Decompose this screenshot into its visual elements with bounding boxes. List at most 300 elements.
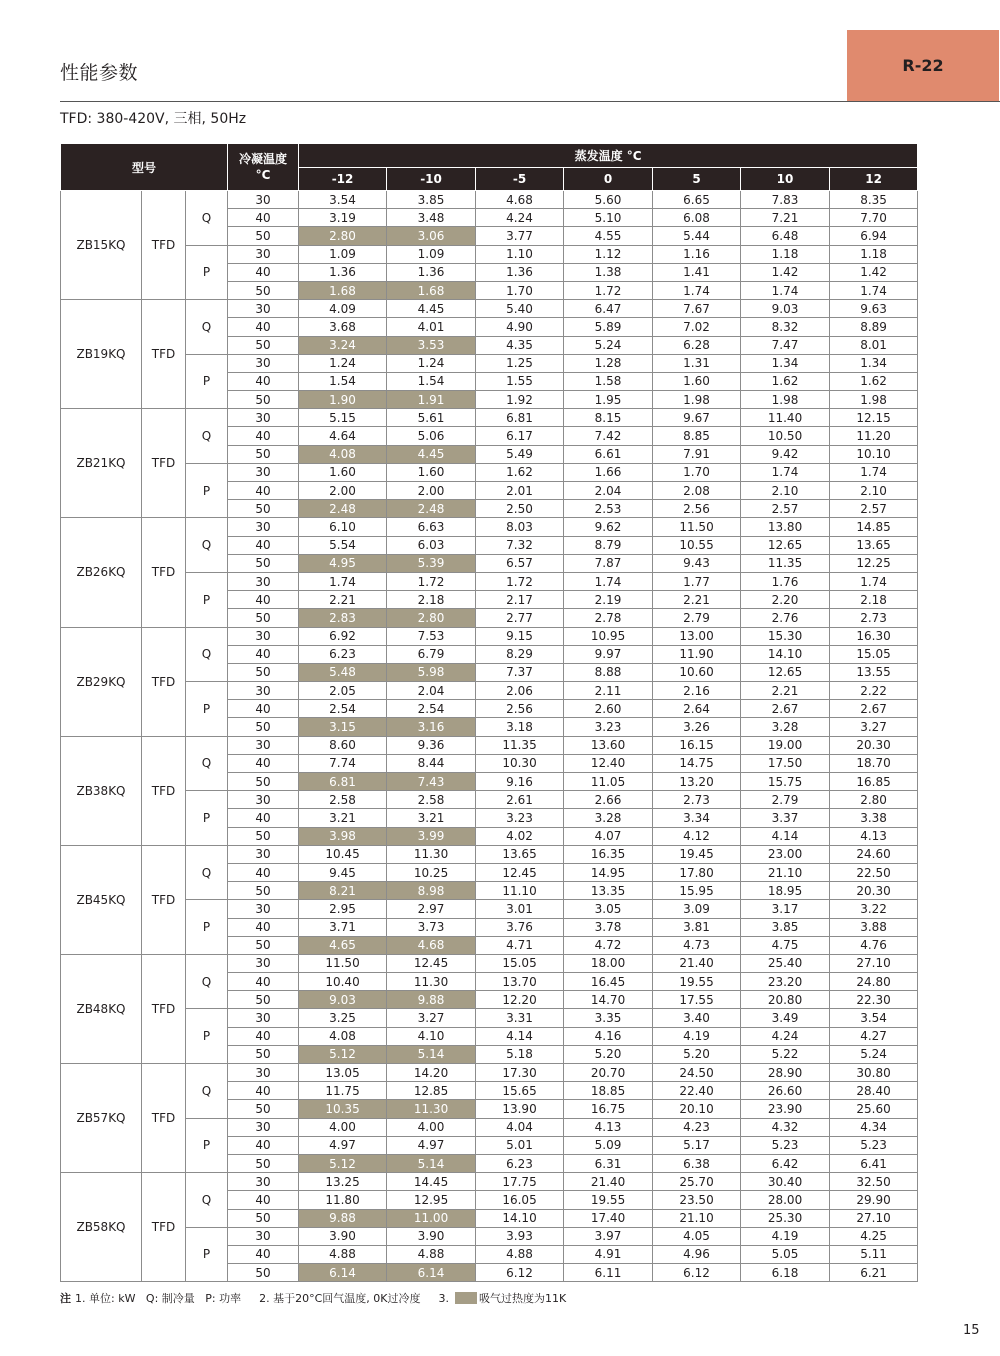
value-cell: 6.63 <box>387 518 476 536</box>
condensing-temp-cell: 30 <box>228 191 299 209</box>
value-cell: 11.75 <box>299 1082 387 1100</box>
value-cell: 1.58 <box>564 372 653 390</box>
value-cell: 7.42 <box>564 427 653 445</box>
value-cell: 8.89 <box>830 318 918 336</box>
value-cell: 2.67 <box>830 700 918 718</box>
value-cell: 13.20 <box>653 773 741 791</box>
value-cell: 2.73 <box>830 609 918 627</box>
value-cell: 16.35 <box>564 845 653 863</box>
value-cell: 11.30 <box>387 845 476 863</box>
value-cell: 5.12 <box>299 1045 387 1063</box>
value-cell: 6.31 <box>564 1154 653 1172</box>
value-cell: 3.54 <box>299 191 387 209</box>
value-cell: 13.00 <box>653 627 741 645</box>
value-cell: 12.95 <box>387 1191 476 1209</box>
model-cell: ZB15KQ <box>61 191 142 300</box>
model-header: 型号 <box>61 144 228 191</box>
condensing-temp-cell: 40 <box>228 209 299 227</box>
value-cell: 8.35 <box>830 191 918 209</box>
value-cell: 2.77 <box>476 609 564 627</box>
value-cell: 1.74 <box>741 281 830 299</box>
note-3: 吸气过热度为11K <box>479 1292 567 1305</box>
value-cell: 1.70 <box>653 463 741 481</box>
value-cell: 5.14 <box>387 1154 476 1172</box>
value-cell: 27.10 <box>830 1209 918 1227</box>
condensing-temp-cell: 50 <box>228 1045 299 1063</box>
voltage-cell: TFD <box>142 300 186 409</box>
value-cell: 9.88 <box>299 1209 387 1227</box>
value-cell: 3.77 <box>476 227 564 245</box>
value-cell: 1.60 <box>299 463 387 481</box>
value-cell: 8.32 <box>741 318 830 336</box>
value-cell: 4.45 <box>387 300 476 318</box>
value-cell: 5.10 <box>564 209 653 227</box>
value-cell: 9.15 <box>476 627 564 645</box>
model-cell: ZB38KQ <box>61 736 142 845</box>
value-cell: 4.91 <box>564 1245 653 1263</box>
value-cell: 20.30 <box>830 736 918 754</box>
value-cell: 4.05 <box>653 1227 741 1245</box>
value-cell: 16.45 <box>564 973 653 991</box>
value-cell: 10.45 <box>299 845 387 863</box>
value-cell: 22.50 <box>830 863 918 881</box>
value-cell: 6.79 <box>387 645 476 663</box>
value-cell: 2.16 <box>653 682 741 700</box>
value-cell: 2.21 <box>741 682 830 700</box>
value-cell: 4.08 <box>299 1027 387 1045</box>
model-cell: ZB21KQ <box>61 409 142 518</box>
value-cell: 8.29 <box>476 645 564 663</box>
table-row <box>61 791 918 809</box>
value-cell: 1.12 <box>564 245 653 263</box>
value-cell: 4.24 <box>741 1027 830 1045</box>
value-cell: 4.76 <box>830 936 918 954</box>
value-cell: 3.16 <box>387 718 476 736</box>
value-cell: 1.62 <box>741 372 830 390</box>
value-cell: 1.72 <box>476 572 564 590</box>
value-cell: 4.09 <box>299 300 387 318</box>
value-cell: 3.54 <box>830 1009 918 1027</box>
value-cell: 11.00 <box>387 1209 476 1227</box>
note-3-number: 3. <box>438 1291 449 1305</box>
value-cell: 5.89 <box>564 318 653 336</box>
value-cell: 10.95 <box>564 627 653 645</box>
value-cell: 1.36 <box>387 263 476 281</box>
value-cell: 9.36 <box>387 736 476 754</box>
value-cell: 14.10 <box>741 645 830 663</box>
value-cell: 2.56 <box>476 700 564 718</box>
value-cell: 6.28 <box>653 336 741 354</box>
value-cell: 12.15 <box>830 409 918 427</box>
condensing-temp-cell: 30 <box>228 791 299 809</box>
value-cell: 1.68 <box>299 281 387 299</box>
value-cell: 4.72 <box>564 936 653 954</box>
value-cell: 11.90 <box>653 645 741 663</box>
value-cell: 8.98 <box>387 882 476 900</box>
value-cell: 10.60 <box>653 663 741 681</box>
condensing-temp-unit: °C <box>255 168 271 182</box>
value-cell: 1.74 <box>299 572 387 590</box>
value-cell: 5.06 <box>387 427 476 445</box>
value-cell: 5.18 <box>476 1045 564 1063</box>
table-row <box>61 900 918 918</box>
value-cell: 4.88 <box>299 1245 387 1263</box>
table-row <box>61 463 918 481</box>
model-cell: ZB57KQ <box>61 1064 142 1173</box>
condensing-temp-cell: 50 <box>228 500 299 518</box>
value-cell: 24.80 <box>830 973 918 991</box>
value-cell: 3.90 <box>299 1227 387 1245</box>
value-cell: 3.38 <box>830 809 918 827</box>
value-cell: 3.97 <box>564 1227 653 1245</box>
value-cell: 13.25 <box>299 1173 387 1191</box>
value-cell: 7.67 <box>653 300 741 318</box>
value-cell: 2.73 <box>653 791 741 809</box>
value-cell: 10.35 <box>299 1100 387 1118</box>
value-cell: 2.08 <box>653 482 741 500</box>
evap-temp-header: -10 <box>387 168 476 191</box>
value-cell: 6.11 <box>564 1264 653 1282</box>
value-cell: 3.81 <box>653 918 741 936</box>
value-cell: 4.01 <box>387 318 476 336</box>
value-cell: 1.18 <box>830 245 918 263</box>
value-cell: 1.34 <box>830 354 918 372</box>
value-cell: 6.47 <box>564 300 653 318</box>
value-cell: 3.25 <box>299 1009 387 1027</box>
value-cell: 3.18 <box>476 718 564 736</box>
value-cell: 18.70 <box>830 754 918 772</box>
value-cell: 3.68 <box>299 318 387 336</box>
condensing-temp-cell: 30 <box>228 682 299 700</box>
value-cell: 4.24 <box>476 209 564 227</box>
value-cell: 4.71 <box>476 936 564 954</box>
value-cell: 1.10 <box>476 245 564 263</box>
value-cell: 25.60 <box>830 1100 918 1118</box>
table-row <box>61 245 918 263</box>
model-cell: ZB48KQ <box>61 954 142 1063</box>
value-cell: 3.98 <box>299 827 387 845</box>
value-cell: 8.15 <box>564 409 653 427</box>
value-cell: 5.20 <box>653 1045 741 1063</box>
value-cell: 2.58 <box>299 791 387 809</box>
value-cell: 15.30 <box>741 627 830 645</box>
value-cell: 6.94 <box>830 227 918 245</box>
value-cell: 9.03 <box>299 991 387 1009</box>
value-cell: 13.55 <box>830 663 918 681</box>
value-cell: 25.70 <box>653 1173 741 1191</box>
value-cell: 2.10 <box>830 482 918 500</box>
value-cell: 12.20 <box>476 991 564 1009</box>
condensing-temp-cell: 40 <box>228 1245 299 1263</box>
metric-type-cell: P <box>186 245 228 300</box>
value-cell: 2.53 <box>564 500 653 518</box>
value-cell: 15.75 <box>741 773 830 791</box>
value-cell: 10.30 <box>476 754 564 772</box>
value-cell: 4.68 <box>476 191 564 209</box>
value-cell: 17.30 <box>476 1064 564 1082</box>
value-cell: 6.57 <box>476 554 564 572</box>
value-cell: 14.20 <box>387 1064 476 1082</box>
value-cell: 28.90 <box>741 1064 830 1082</box>
title-divider <box>60 101 1000 102</box>
value-cell: 11.05 <box>564 773 653 791</box>
value-cell: 3.17 <box>741 900 830 918</box>
value-cell: 11.80 <box>299 1191 387 1209</box>
value-cell: 6.14 <box>299 1264 387 1282</box>
value-cell: 2.80 <box>387 609 476 627</box>
value-cell: 4.34 <box>830 1118 918 1136</box>
condensing-temp-cell: 30 <box>228 572 299 590</box>
value-cell: 1.38 <box>564 263 653 281</box>
metric-type-cell: P <box>186 354 228 409</box>
value-cell: 28.00 <box>741 1191 830 1209</box>
table-row <box>61 627 918 645</box>
value-cell: 14.45 <box>387 1173 476 1191</box>
condensing-temp-cell: 30 <box>228 354 299 372</box>
value-cell: 16.15 <box>653 736 741 754</box>
value-cell: 6.65 <box>653 191 741 209</box>
performance-table <box>60 143 918 1282</box>
value-cell: 10.55 <box>653 536 741 554</box>
value-cell: 4.64 <box>299 427 387 445</box>
condensing-temp-cell: 30 <box>228 1064 299 1082</box>
value-cell: 7.91 <box>653 445 741 463</box>
value-cell: 13.60 <box>564 736 653 754</box>
value-cell: 12.85 <box>387 1082 476 1100</box>
value-cell: 3.23 <box>476 809 564 827</box>
value-cell: 2.57 <box>830 500 918 518</box>
table-row <box>61 1118 918 1136</box>
value-cell: 4.88 <box>476 1245 564 1263</box>
value-cell: 6.81 <box>476 409 564 427</box>
condensing-temp-cell: 50 <box>228 1100 299 1118</box>
value-cell: 2.04 <box>387 682 476 700</box>
value-cell: 1.36 <box>476 263 564 281</box>
value-cell: 2.56 <box>653 500 741 518</box>
value-cell: 21.10 <box>741 863 830 881</box>
value-cell: 4.73 <box>653 936 741 954</box>
value-cell: 5.17 <box>653 1136 741 1154</box>
metric-type-cell: P <box>186 1009 228 1064</box>
value-cell: 14.85 <box>830 518 918 536</box>
condensing-temp-cell: 30 <box>228 627 299 645</box>
model-cell: ZB26KQ <box>61 518 142 627</box>
condensing-temp-cell: 30 <box>228 845 299 863</box>
value-cell: 10.50 <box>741 427 830 445</box>
model-cell: ZB58KQ <box>61 1173 142 1282</box>
table-row <box>61 954 918 972</box>
condensing-temp-cell: 30 <box>228 1009 299 1027</box>
value-cell: 5.44 <box>653 227 741 245</box>
value-cell: 13.65 <box>476 845 564 863</box>
value-cell: 1.68 <box>387 281 476 299</box>
value-cell: 3.49 <box>741 1009 830 1027</box>
table-row <box>61 1173 918 1191</box>
value-cell: 20.30 <box>830 882 918 900</box>
metric-type-cell: Q <box>186 191 228 246</box>
value-cell: 1.76 <box>741 572 830 590</box>
value-cell: 1.72 <box>564 281 653 299</box>
value-cell: 11.35 <box>476 736 564 754</box>
value-cell: 3.76 <box>476 918 564 936</box>
value-cell: 1.16 <box>653 245 741 263</box>
value-cell: 1.24 <box>387 354 476 372</box>
value-cell: 2.50 <box>476 500 564 518</box>
value-cell: 5.98 <box>387 663 476 681</box>
value-cell: 8.60 <box>299 736 387 754</box>
condensing-temp-cell: 40 <box>228 700 299 718</box>
value-cell: 30.80 <box>830 1064 918 1082</box>
value-cell: 13.35 <box>564 882 653 900</box>
value-cell: 8.79 <box>564 536 653 554</box>
value-cell: 9.88 <box>387 991 476 1009</box>
condensing-temp-cell: 50 <box>228 391 299 409</box>
value-cell: 17.80 <box>653 863 741 881</box>
value-cell: 20.80 <box>741 991 830 1009</box>
value-cell: 5.14 <box>387 1045 476 1063</box>
value-cell: 2.97 <box>387 900 476 918</box>
value-cell: 20.10 <box>653 1100 741 1118</box>
value-cell: 3.88 <box>830 918 918 936</box>
value-cell: 5.54 <box>299 536 387 554</box>
condensing-temp-cell: 40 <box>228 1136 299 1154</box>
value-cell: 3.26 <box>653 718 741 736</box>
value-cell: 3.06 <box>387 227 476 245</box>
value-cell: 1.42 <box>741 263 830 281</box>
table-row <box>61 682 918 700</box>
value-cell: 1.74 <box>830 281 918 299</box>
value-cell: 11.30 <box>387 973 476 991</box>
value-cell: 4.65 <box>299 936 387 954</box>
value-cell: 4.04 <box>476 1118 564 1136</box>
metric-type-cell: Q <box>186 518 228 573</box>
value-cell: 4.14 <box>476 1027 564 1045</box>
value-cell: 9.62 <box>564 518 653 536</box>
value-cell: 3.05 <box>564 900 653 918</box>
value-cell: 25.40 <box>741 954 830 972</box>
value-cell: 2.00 <box>299 482 387 500</box>
model-cell: ZB19KQ <box>61 300 142 409</box>
value-cell: 9.97 <box>564 645 653 663</box>
value-cell: 18.95 <box>741 882 830 900</box>
value-cell: 11.40 <box>741 409 830 427</box>
model-cell: ZB29KQ <box>61 627 142 736</box>
value-cell: 2.05 <box>299 682 387 700</box>
value-cell: 2.54 <box>387 700 476 718</box>
table-header <box>61 144 918 191</box>
value-cell: 2.58 <box>387 791 476 809</box>
value-cell: 4.95 <box>299 554 387 572</box>
condensing-temp-label: 冷凝温度 <box>239 152 288 166</box>
value-cell: 19.45 <box>653 845 741 863</box>
condensing-temp-cell: 50 <box>228 827 299 845</box>
condensing-temp-cell: 40 <box>228 918 299 936</box>
condensing-temp-header <box>228 144 299 191</box>
value-cell: 20.70 <box>564 1064 653 1082</box>
value-cell: 6.21 <box>830 1264 918 1282</box>
value-cell: 9.16 <box>476 773 564 791</box>
condensing-temp-cell: 30 <box>228 245 299 263</box>
value-cell: 1.55 <box>476 372 564 390</box>
value-cell: 3.23 <box>564 718 653 736</box>
value-cell: 15.05 <box>476 954 564 972</box>
value-cell: 3.99 <box>387 827 476 845</box>
metric-type-cell: Q <box>186 845 228 900</box>
value-cell: 14.10 <box>476 1209 564 1227</box>
value-cell: 14.95 <box>564 863 653 881</box>
value-cell: 7.37 <box>476 663 564 681</box>
value-cell: 3.73 <box>387 918 476 936</box>
value-cell: 6.18 <box>741 1264 830 1282</box>
voltage-cell: TFD <box>142 1173 186 1282</box>
value-cell: 4.96 <box>653 1245 741 1263</box>
value-cell: 7.32 <box>476 536 564 554</box>
value-cell: 1.60 <box>387 463 476 481</box>
value-cell: 2.54 <box>299 700 387 718</box>
value-cell: 1.74 <box>564 572 653 590</box>
value-cell: 8.88 <box>564 663 653 681</box>
value-cell: 4.97 <box>299 1136 387 1154</box>
table-row <box>61 736 918 754</box>
note-2: 2. 基于20°C回气温度, 0K过冷度 <box>259 1292 421 1305</box>
value-cell: 5.24 <box>830 1045 918 1063</box>
value-cell: 5.39 <box>387 554 476 572</box>
value-cell: 2.64 <box>653 700 741 718</box>
voltage-cell: TFD <box>142 845 186 954</box>
table-row <box>61 191 918 209</box>
condensing-temp-cell: 30 <box>228 736 299 754</box>
value-cell: 2.21 <box>653 591 741 609</box>
value-cell: 2.79 <box>653 609 741 627</box>
value-cell: 2.66 <box>564 791 653 809</box>
value-cell: 5.40 <box>476 300 564 318</box>
value-cell: 2.20 <box>741 591 830 609</box>
value-cell: 3.90 <box>387 1227 476 1245</box>
value-cell: 24.50 <box>653 1064 741 1082</box>
value-cell: 2.11 <box>564 682 653 700</box>
value-cell: 2.48 <box>387 500 476 518</box>
value-cell: 6.42 <box>741 1154 830 1172</box>
condensing-temp-cell: 50 <box>228 445 299 463</box>
voltage-cell: TFD <box>142 736 186 845</box>
value-cell: 1.41 <box>653 263 741 281</box>
value-cell: 32.50 <box>830 1173 918 1191</box>
value-cell: 4.23 <box>653 1118 741 1136</box>
value-cell: 3.28 <box>564 809 653 827</box>
value-cell: 4.16 <box>564 1027 653 1045</box>
value-cell: 5.60 <box>564 191 653 209</box>
value-cell: 1.09 <box>387 245 476 263</box>
value-cell: 3.09 <box>653 900 741 918</box>
value-cell: 1.62 <box>476 463 564 481</box>
metric-type-cell: P <box>186 572 228 627</box>
value-cell: 3.24 <box>299 336 387 354</box>
value-cell: 4.55 <box>564 227 653 245</box>
condensing-temp-cell: 40 <box>228 1191 299 1209</box>
value-cell: 12.65 <box>741 536 830 554</box>
condensing-temp-cell: 50 <box>228 336 299 354</box>
value-cell: 2.80 <box>830 791 918 809</box>
table-row <box>61 1227 918 1245</box>
value-cell: 18.85 <box>564 1082 653 1100</box>
value-cell: 15.65 <box>476 1082 564 1100</box>
value-cell: 12.45 <box>387 954 476 972</box>
value-cell: 6.03 <box>387 536 476 554</box>
value-cell: 3.93 <box>476 1227 564 1245</box>
value-cell: 4.19 <box>741 1227 830 1245</box>
value-cell: 3.78 <box>564 918 653 936</box>
value-cell: 6.23 <box>476 1154 564 1172</box>
